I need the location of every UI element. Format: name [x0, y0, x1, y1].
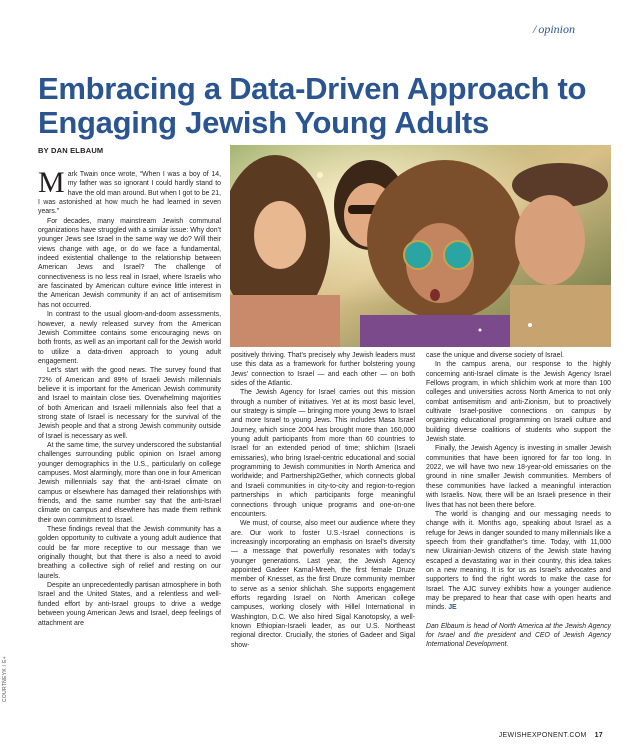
- article-column-3: [426, 351, 611, 650]
- paragraph: For decades, many mainstream Jewish communal organizations have struggled with a similar issue: Why don’t younger Jews see Israel in the same way we do? Will their views change with age, or do we face a fundamental, indeed existential challenge to the relationship between American Jews and Israel? The challenge of connectiveness is no less real in Israel, where Israelis who are fascinated by American culture evince little interest in the American Jewish community if an act of antisemitism has not occurred.: [38, 217, 221, 309]
- footer-site[interactable]: JEWISHEXPONENT.COM: [498, 732, 587, 739]
- paragraph: At the same time, the survey underscored the substantial challenges surrounding public opinion on Israel among younger demographics in the U.S., particularly on college campuses. Most alarmingly, more than one in four American Jewish millennials say that the anti-Israel climate on campus or elsewhere has damaged their relationships with friends, and the same number say that the anti-Israel climate on campus and elsewhere has made them rethink their own commitment to Israel.: [38, 441, 221, 524]
- byline: BY DAN ELBAUM: [38, 146, 104, 155]
- page-number: 17: [594, 732, 603, 739]
- end-mark: JE: [448, 604, 457, 612]
- paragraph: These findings reveal that the Jewish community has a golden opportunity to cultivate a young adult audience that could be far more receptive to our message than we originally thought, but that there is also a need to avoid breathing a collective sigh of relief and resting on our laurels.: [38, 526, 221, 580]
- paragraph: The Jewish Agency for Israel carries out this mission through a number of initiatives. Yet at its most basic level, our strategy is simple — bringing more young Jews to Israel and more Israel to young Jews. This includes Masa Israel Journey, which since 2004 has brought more than 160,000 young adult participants from more than 60 countries to Israel for an extended period of time; shlichim (Israeli emissaries), who bring Israel-centric educational and social programming to Jewish communities in North America and worldwide; and Partnership2Gether, which connects global and Israeli communities in city-to-city and region-to-region partnerships in which participants forge meaningful connections through unique programs and one-on-one encounters.: [231, 389, 415, 518]
- paragraph: In the campus arena, our response to the highly concerning anti-Israel climate is the Jewish Agency Israel Fellows program, in which shlichim work at more than 100 colleges and universities across North America to not only combat antisemitism and anti-Zionism, but to proactively cultivate Israel-positive connections on campus by organizing educational programming on Israeli culture and building diverse coalitions of students who support the Jewish state.: [426, 361, 611, 444]
- paragraph: Finally, the Jewish Agency is investing in smaller Jewish communities that have been ignored for far too long. In 2022, we will have two new 18-year-old emissaries on the ground in nine smaller Jewish communities. Members of these communities have lacked a meaningful interaction with Israelis. Now, there will be an Israeli presence in their lives that has not been there before.: [426, 445, 611, 509]
- paragraph: Let’s start with the good news. The survey found that 72% of American and 89% of Israeli Jewish millennials believe it is important for the American Jewish community and Israel to maintain close ties. Overwhelming majorities of both American and Israeli millennials also feel that a strong state of Israel is necessary for the survival of the Jewish people and that a strong Jewish community outside of Israel is necessary as well.: [38, 367, 221, 440]
- article-photo: [230, 145, 611, 347]
- paragraph: In contrast to the usual gloom-and-doom assessments, however, a newly released survey from the American Jewish Committee contains some encouraging news on both fronts, as well as an important call for the Jewish world to utilize a data-driven approach to young adult engagement.: [38, 311, 221, 365]
- author-bio: Dan Elbaum is head of North America at the Jewish Agency for Israel and the president and CEO of Jewish Agency International Development.: [426, 622, 611, 649]
- paragraph: case the unique and diverse society of Israel.: [426, 352, 564, 359]
- paragraph: Despite an unprecedentedly partisan atmosphere in both Israel and the United States, and a relentless and well-funded effort by anti-Israel groups to drive a wedge between young American Jews and Israel, deep feelings of attachment are: [38, 582, 221, 627]
- photo-credit: COURTNEYK / E+: [2, 656, 8, 702]
- page-footer: [499, 732, 603, 739]
- article-column-1: [38, 166, 221, 628]
- paragraph: The world is changing and our messaging needs to change with it. Months ago, speaking about Israel as a refuge for Jews in danger sounded to many millennials like a speech from their grandfather’s time. Today, with 11,000 new Ukrainian-Jewish citizens of the Jewish state having escaped a devastating war in their country, this idea takes on a new meaning. It is for us as Israel’s advocates and supporters to find the right words to make the case for Israel. The AJC survey exhibits how a younger audience may be prepared to hear that case with open hearts and minds. JE: [426, 510, 611, 612]
- section-label: / opinion: [532, 22, 575, 36]
- paragraph: positively thriving. That’s precisely why Jewish leaders must use this data as a framework for further bolstering young Jews’ connection to Israel — and each other — on both sides of the Atlantic.: [231, 352, 415, 388]
- headline: Embracing a Data-Driven Approach to Engaging Jewish Young Adults: [38, 71, 587, 140]
- paragraph: Mark Twain once wrote, “When I was a boy of 14, my father was so ignorant I could hardly stand to have the old man around. But when I got to be 21, I was astonished at how much he had learned in seven years.”: [38, 166, 221, 216]
- paragraph: We must, of course, also meet our audience where they are. Our work to foster U.S.-Israel connections is increasingly incorporating an emphasis on Israel’s diversity — a message that powerfully resonates with today’s younger generations. Last year, the Jewish Agency appointed Gadeer Kamal-Mreeh, the first female Druze member of Knesset, as the first Druze community member to serve as a senior shlichah. She supports engagement efforts regarding Israel on North American college campuses, working closely with Hillel International in Washington, D.C. We also hired Sigal Kanotopsky, a well-known Ethiopian-Israeli leader, as our U.S. Northeast regional director. Crucially, the stories of Gadeer and Sigal show-: [231, 520, 415, 649]
- article-column-2: [231, 351, 415, 650]
- drop-cap: M: [38, 166, 65, 199]
